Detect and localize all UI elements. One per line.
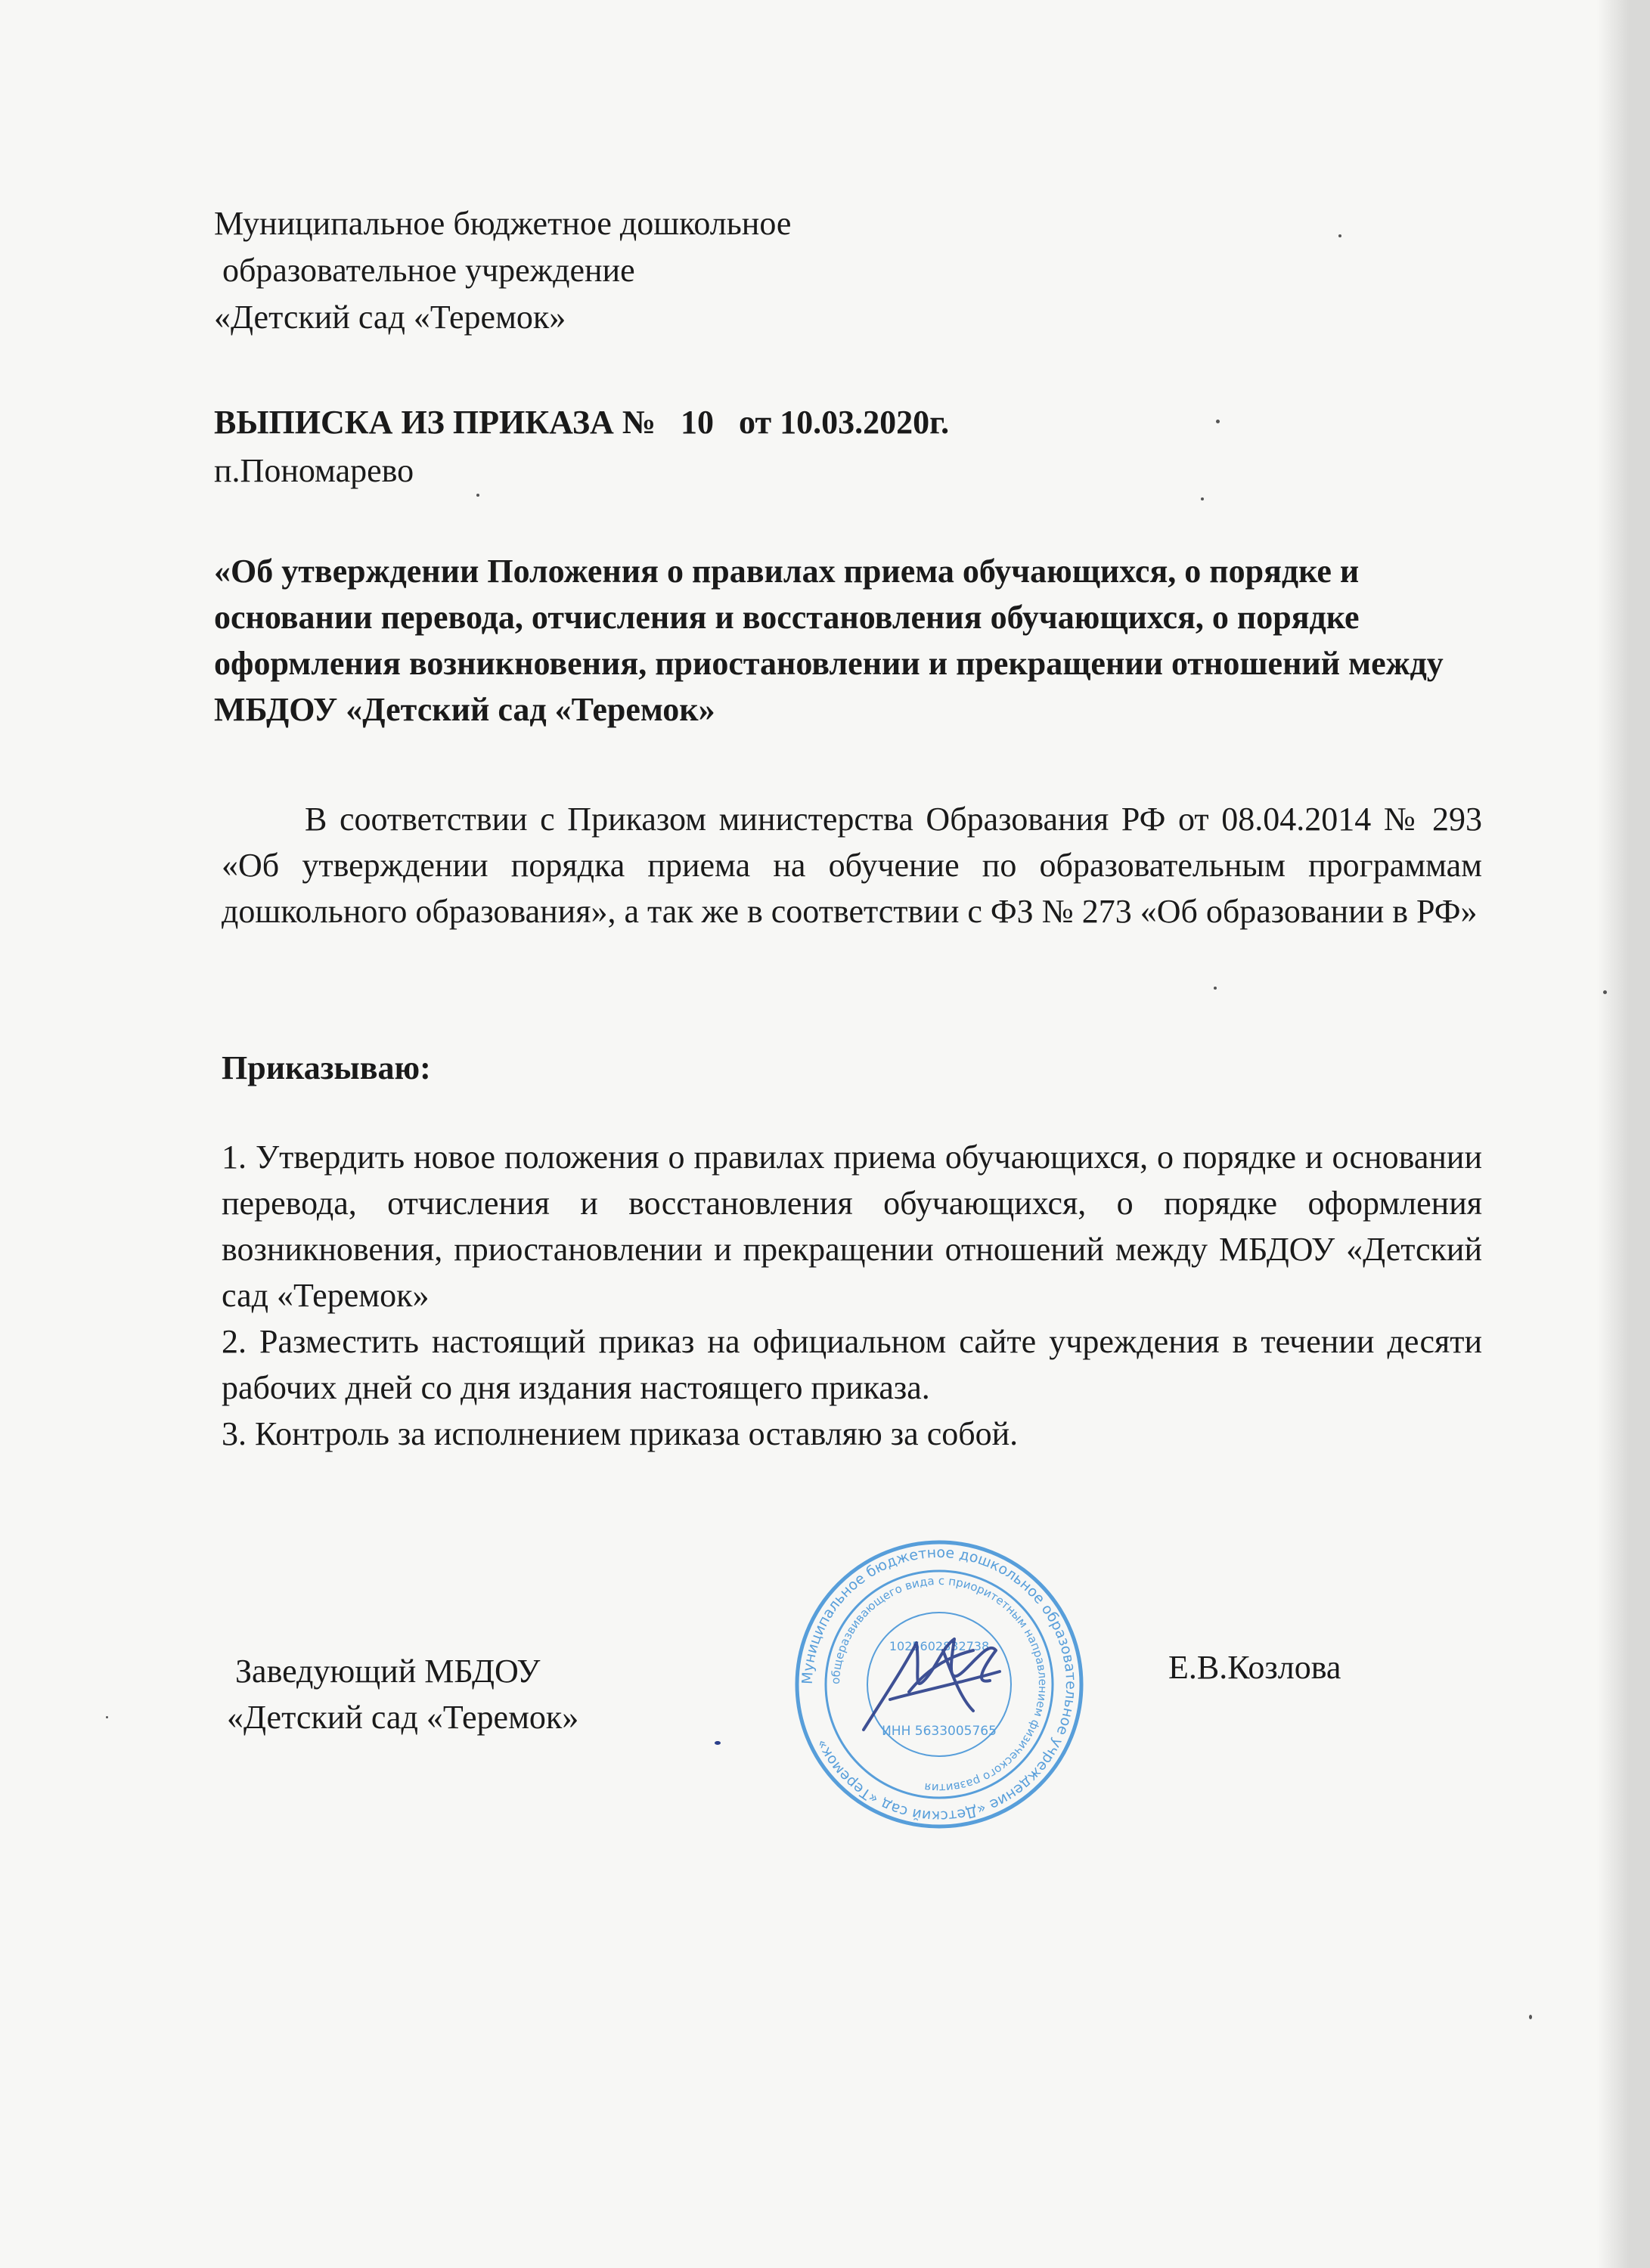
signatory-position-line-2: «Детский сад «Теремок» xyxy=(227,1699,579,1736)
order-place: п.Пономарево xyxy=(214,452,414,489)
order-item-3: 3. Контроль за исполнением приказа оставляю за собой. xyxy=(222,1415,1019,1452)
decree-heading: Приказываю: xyxy=(222,1049,431,1086)
signatory-name: Е.В.Козлова xyxy=(1168,1649,1341,1686)
org-line-3: «Детский сад «Теремок» xyxy=(214,299,566,336)
order-item-2: 2. Разместить настоящий приказ на официальном сайте учреждения в течении десяти рабочих дней со дня издания настоящего приказа. xyxy=(222,1323,1482,1406)
stamp-inn: ИНН 5633005765 xyxy=(882,1724,997,1739)
scan-speck xyxy=(1214,987,1217,990)
scan-speck xyxy=(1529,2015,1532,2019)
scan-speck xyxy=(715,1741,721,1745)
stamp-inner-text: общеразвивающего вида с приоритетным направлением физического развития xyxy=(828,1573,1050,1796)
organization-header xyxy=(214,200,791,341)
org-line-2: образовательное учреждение xyxy=(214,252,635,289)
scan-edge-shadow xyxy=(1597,0,1650,2268)
scan-speck xyxy=(476,494,479,497)
stamp-ogrn: 1025602832738 xyxy=(889,1639,990,1653)
scan-speck xyxy=(106,1716,108,1718)
signatory-position xyxy=(227,1648,578,1740)
order-item-1: 1. Утвердить новое положения о правилах приема обучающихся, о порядке и основании перевода, отчисления и восстановления обучающихся, о порядке оформления возникновения, приостановлении и прекращении отношений между МБДОУ «Детский сад «Теремок» xyxy=(222,1139,1482,1314)
scan-speck xyxy=(1201,497,1204,500)
order-items xyxy=(222,1134,1482,1457)
order-subject: «Об утверждении Положения о правилах приема обучающихся, о порядке и основании перевода, отчисления и восстановления обучающихся, о порядке оформления возникновения, приостановлении и прекращении отношений между МБДОУ «Детский сад «Теремок» xyxy=(214,553,1444,728)
stamp-outer-text: Муниципальное бюджетное дошкольное образовательное учреждение «Детский сад «Теремок» xyxy=(799,1544,1080,1825)
scan-speck xyxy=(1216,420,1220,423)
order-preamble: В соответствии с Приказом министерства Образования РФ от 08.04.2014 № 293 «Об утверждении порядка приема на обучение по образовательным программам дошкольного образования», а так же в соответствии с ФЗ № 273 «Об образовании в РФ» xyxy=(222,801,1482,930)
scan-speck xyxy=(1338,234,1341,237)
org-line-1: Муниципальное бюджетное дошкольное xyxy=(214,205,792,242)
scan-speck xyxy=(1603,990,1607,994)
signatory-position-line-1: Заведующий МБДОУ xyxy=(227,1653,541,1690)
official-stamp xyxy=(792,1537,1087,1832)
stamp-inner-ring xyxy=(826,1571,1053,1798)
order-title: ВЫПИСКА ИЗ ПРИКАЗА № 10 от 10.03.2020г. xyxy=(214,404,950,441)
